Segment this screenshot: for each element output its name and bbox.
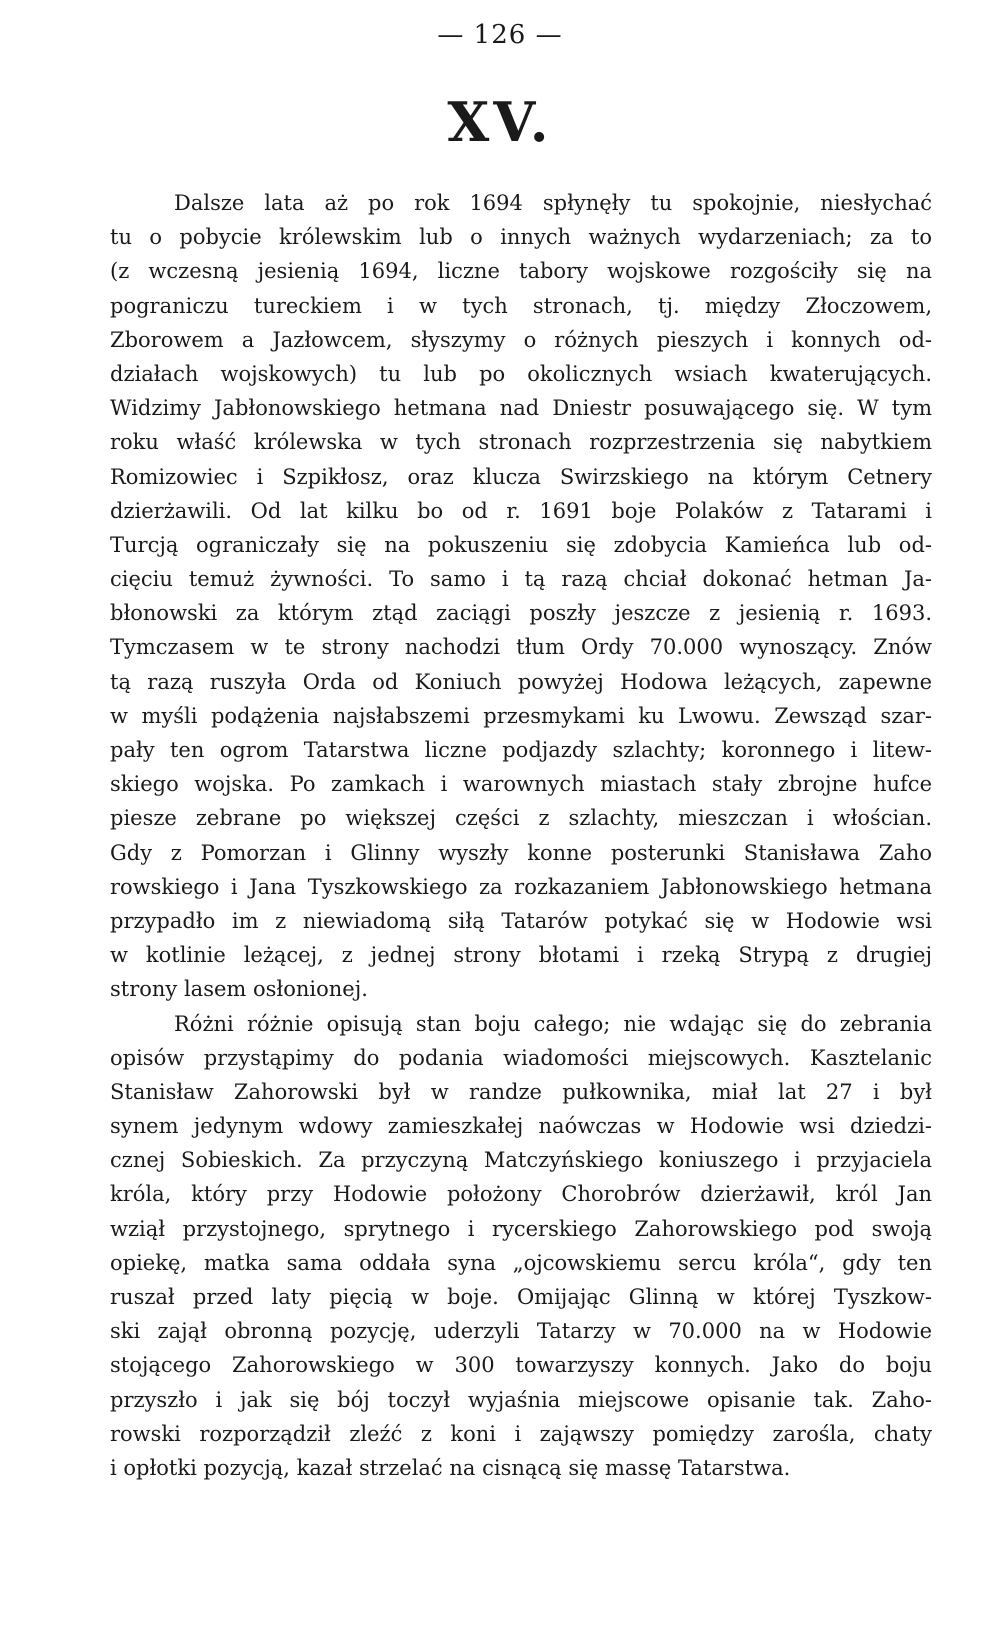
text-line: Stanisław Zahorowski był w randze pułkownika, miał lat 27 i był — [110, 1079, 932, 1104]
text-line: Dalsze lata aż po rok 1694 spłynęły tu spokojnie, niesłychać — [174, 191, 932, 215]
text-line: pograniczu tureckiem i w tych stronach, tj. między Złoczowem, — [110, 293, 932, 318]
paragraph-2 — [110, 1007, 932, 1486]
text-line: w myśli podążenia najsłabszemi przesmykami ku Lwowu. Zewsząd szar- — [110, 703, 932, 728]
text-line: Różni różnie opisują stan boju całego; nie wdając się do zebrania — [174, 1011, 932, 1036]
text-line: rowski rozporządził zleźć z koni i zająwszy pomiędzy zarośla, chaty — [110, 1421, 932, 1446]
text-line: tą razą ruszyła Orda od Koniuch powyżej Hodowa leżących, zapewne — [110, 669, 932, 694]
text-line: Romizowiec i Szpikłosz, oraz klucza Swirzskiego na którym Cetnery — [110, 464, 932, 489]
chapter-body — [110, 186, 932, 1485]
text-line: synem jedynym wdowy zamieszkałej naówczas w Hodowie wsi dziedzi- — [110, 1114, 932, 1139]
text-line: przyszło i jak się bój toczył wyjaśnia miejscowe opisanie tak. Zaho- — [110, 1387, 932, 1412]
text-line: Gdy z Pomorzan i Glinny wyszły konne posterunki Stanisława Zaho — [110, 840, 932, 865]
text-line: roku właść królewska w tych stronach rozprzestrzenia się nabytkiem — [110, 430, 932, 455]
text-line: rowskiego i Jana Tyszkowskiego za rozkazaniem Jabłonowskiego hetmana — [110, 874, 932, 899]
text-line: i opłotki pozycją, kazał strzelać na cisnącą się massę Tatarstwa. — [110, 1455, 791, 1480]
text-line: (z wczesną jesienią 1694, liczne tabory wojskowe rozgościły się na — [110, 259, 932, 284]
text-line: ruszał przed laty pięcią w boje. Omijając Glinną w której Tyszkow- — [110, 1285, 932, 1309]
text-line: Tymczasem w te strony nachodzi tłum Ordy 70.000 wynoszący. Znów — [110, 635, 932, 660]
text-line: wziął przystojnego, sprytnego i rycerskiego Zahorowskiego pod swoją — [110, 1216, 932, 1241]
text-line: w kotlinie leżącej, z jednej strony błotami i rzeką Strypą z drugiej — [110, 943, 932, 968]
text-line: ski zajął obronną pozycję, uderzyli Tatarzy w 70.000 na w Hodowie — [110, 1319, 932, 1344]
chapter-heading: XV. — [447, 90, 553, 154]
page-number: — 126 — — [437, 20, 563, 50]
paragraph-1 — [110, 186, 932, 1007]
text-line: opiekę, matka sama oddała syna „ojcowskiemu sercu króla“, gdy ten — [110, 1250, 932, 1275]
text-line: przypadło im z niewiadomą siłą Tatarów potykać się w Hodowie wsi — [110, 908, 932, 933]
text-line: skiego wojska. Po zamkach i warownych miastach stały zbrojne hufce — [110, 772, 932, 797]
text-line: Turcją ograniczały się na pokuszeniu się zdobycia Kamieńca lub od- — [110, 532, 932, 557]
text-line: dzierżawili. Od lat kilku bo od r. 1691 boje Polaków z Tatarami i — [110, 498, 932, 523]
text-line: strony lasem osłonionej. — [110, 977, 368, 1002]
text-line: pały ten ogrom Tatarstwa liczne podjazdy szlachty; koronnego i litew- — [110, 738, 932, 762]
text-line: piesze zebrane po większej części z szlachty, mieszczan i włościan. — [110, 806, 932, 831]
text-line: cznej Sobieskich. Za przyczyną Matczyńskiego koniuszego i przyjaciela — [110, 1148, 932, 1173]
text-line: króla, który przy Hodowie położony Chorobrów dzierżawił, król Jan — [110, 1182, 932, 1207]
text-line: stojącego Zahorowskiego w 300 towarzyszy konnych. Jako do boju — [110, 1353, 932, 1378]
text-line: tu o pobycie królewskim lub o innych ważnych wydarzeniach; za to — [110, 225, 932, 250]
text-line: cięciu temuż żywności. To samo i tą razą chciał dokonać hetman Ja- — [110, 567, 932, 592]
text-line: Zborowem a Jazłowcem, słyszymy o różnych pieszych i konnych od- — [110, 327, 932, 352]
text-line: opisów przystąpimy do podania wiadomości miejscowych. Kasztelanic — [110, 1045, 932, 1070]
text-line: działach wojskowych) tu lub po okolicznych wsiach kwaterujących. — [110, 361, 932, 386]
text-line: błonowski za którym ztąd zaciągi poszły jeszcze z jesienią r. 1693. — [110, 601, 932, 626]
text-line: Widzimy Jabłonowskiego hetmana nad Dniestr posuwającego się. W tym — [110, 396, 932, 421]
